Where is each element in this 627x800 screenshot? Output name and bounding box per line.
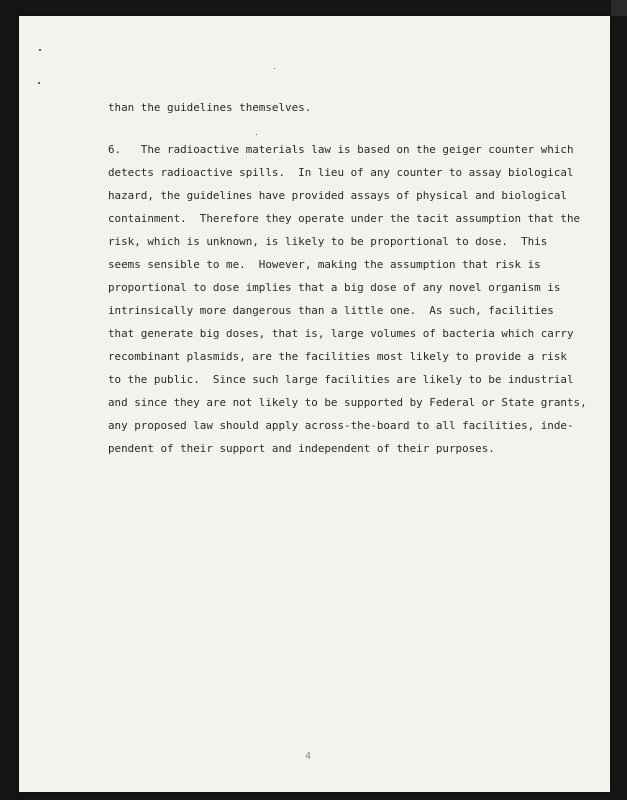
page-speck	[39, 49, 41, 51]
document-page	[19, 16, 610, 792]
paragraph-line: risk, which is unknown, is likely to be proportional to dose. This	[108, 235, 548, 248]
paragraph-line: pendent of their support and independent of their purposes.	[108, 442, 495, 455]
paragraph-line: hazard, the guidelines have provided assays of physical and biological	[108, 189, 567, 202]
paragraph-line: proportional to dose implies that a big dose of any novel organism is	[108, 281, 561, 294]
paragraph-line: and since they are not likely to be supported by Federal or State grants,	[108, 396, 587, 409]
paragraph-line: that generate big doses, that is, large volumes of bacteria which carry	[108, 327, 574, 340]
paragraph-line: 6. The radioactive materials law is based on the geiger counter which	[108, 143, 574, 156]
page-speck	[256, 134, 257, 135]
page-number: 4	[305, 751, 312, 762]
paragraph-line: containment. Therefore they operate under the tacit assumption that the	[108, 212, 581, 225]
paragraph-line: intrinsically more dangerous than a little one. As such, facilities	[108, 304, 554, 317]
paragraph-line: any proposed law should apply across-the-board to all facilities, inde-	[108, 419, 574, 432]
paragraph-line: to the public. Since such large facilities are likely to be industrial	[108, 373, 574, 386]
page-speck	[274, 68, 275, 69]
paragraph-line: recombinant plasmids, are the facilities most likely to provide a risk	[108, 350, 567, 363]
page-speck	[38, 82, 40, 84]
text-line: than the guidelines themselves.	[108, 101, 312, 114]
frame-corner-mark	[611, 0, 627, 16]
paragraph-line: detects radioactive spills. In lieu of any counter to assay biological	[108, 166, 574, 179]
paragraph-line: seems sensible to me. However, making the assumption that risk is	[108, 258, 541, 271]
